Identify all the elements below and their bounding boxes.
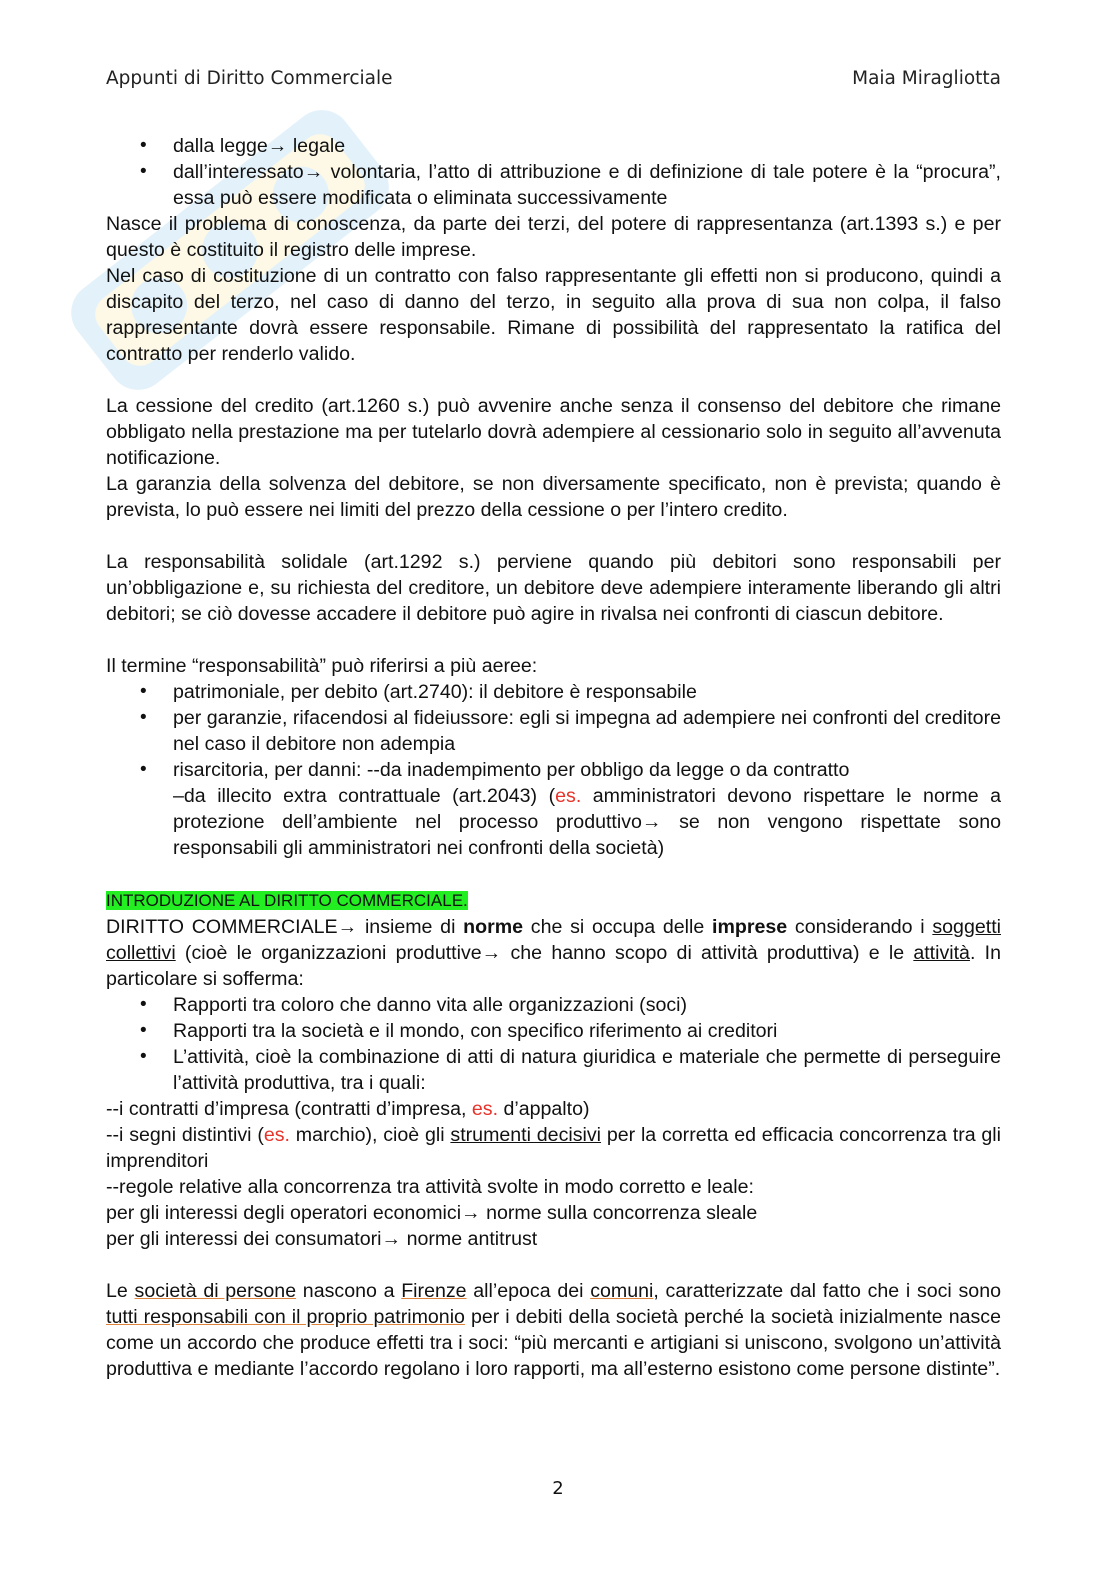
example-marker: es. — [263, 1124, 290, 1146]
text-run: --i contratti d’impresa (contratti d’impresa, — [106, 1098, 472, 1120]
paragraph: Nasce il problema di conoscenza, da parte dei terzi, del potere di rappresentanza (art.1393 s.) e per questo è costituito il registro delle imprese. — [106, 213, 1001, 261]
list-item: • Rapporti tra la società e il mondo, con specifico riferimento ai creditori — [106, 1018, 1001, 1044]
underlined-term: società di persone — [134, 1280, 297, 1302]
underlined-term: comuni — [590, 1280, 654, 1302]
underlined-term: tutti responsabili con il proprio patrimonio — [106, 1306, 465, 1328]
text-run: per i debiti della società perché la società inizialmente nasce come un accordo che produce effetti tra i soci: “più mercanti e artigiani si uniscono, svolgono un’attività produttiva e mediante l’accordo regolano i loro rapporti, ma all’esterno esistono come persone distinte”. — [106, 1306, 1001, 1380]
page-number: 2 — [552, 1478, 564, 1499]
list-item-line: • risarcitoria, per danni: --da inadempimento per obbligo da legge o da contratto — [173, 759, 850, 781]
underlined-term: Firenze — [401, 1280, 467, 1302]
text-run: (cioè le organizzazioni produttive→ che hanno scopo di attività produttiva) e le — [175, 942, 914, 964]
text-run: per la corretta ed efficacia concorrenza tra gli imprenditori — [106, 1124, 1002, 1172]
paragraph: La responsabilità solidale (art.1292 s.) perviene quando più debitori sono responsabili per un’obbligazione e, su richiesta del creditore, un debitore deve adempiere interamente liberando gli altri debitori; se ciò dovesse accadere il debitore può agire in rivalsa nei confronti di ciascun debitore. — [106, 551, 1001, 625]
header-title: Appunti di Diritto Commerciale — [106, 68, 393, 89]
text-run: all’epoca dei — [466, 1280, 591, 1302]
underlined-term: soggetti collettivi — [106, 916, 1001, 964]
text-run: d’appalto) — [498, 1098, 590, 1120]
list-item: • dalla legge→ legale — [106, 133, 1001, 159]
text-run: considerando i — [787, 916, 933, 938]
text-run: –da illecito extra contrattuale (art.2043) ( — [173, 785, 556, 807]
list-item: • per garanzie, rifacendosi al fideiussore: egli si impegna ad adempiere nei confronti del creditore nel caso il debitore non adempia — [106, 705, 1001, 757]
paragraph: per gli interessi dei consumatori→ norme antitrust — [106, 1228, 538, 1250]
text-run: che si occupa delle — [523, 916, 713, 938]
rappresentanza-list — [106, 133, 1001, 211]
paragraph — [106, 914, 1001, 992]
header-author: Maia Miragliotta — [852, 68, 1001, 89]
list-item: • Rapporti tra coloro che danno vita alle organizzazioni (soci) — [106, 992, 1001, 1018]
list-item — [106, 757, 1001, 861]
paragraph: per gli interessi degli operatori economici→ norme sulla concorrenza sleale — [106, 1202, 758, 1224]
text-run: --i segni distintivi ( — [106, 1124, 264, 1146]
text-run: DIRITTO COMMERCIALE→ insieme di — [106, 916, 464, 938]
text-run: . In particolare si sofferma: — [106, 942, 1001, 990]
list-item: • L’attività, cioè la combinazione di atti di natura giuridica e materiale che permette di perseguire l’attività produttiva, tra i quali: — [106, 1044, 1001, 1096]
page-header — [106, 68, 1001, 94]
section-heading — [106, 887, 1001, 914]
highlighted-heading: INTRODUZIONE AL DIRITTO COMMERCIALE. — [106, 891, 468, 910]
list-item: • dall’interessato→ volontaria, l’atto di attribuzione e di definizione di tale potere è la “procura”, essa può essere modificata o eliminata successivamente — [106, 159, 1001, 211]
introduzione-list — [106, 992, 1001, 1096]
paragraph: La cessione del credito (art.1260 s.) può avvenire anche senza il consenso del debitore che rimane obbligato nella prestazione ma per tutelarlo dovrà adempiere al cessionario solo in seguito all’avvenuta notificazione. — [106, 395, 1001, 469]
text-run: Le — [106, 1280, 135, 1302]
paragraph: Il termine “responsabilità” può riferirsi a più aeree: — [106, 655, 538, 677]
paragraph: La garanzia della solvenza del debitore, se non diversamente specificato, non è prevista; quando è prevista, lo può essere nei limiti del prezzo della cessione o per l’intero credito. — [106, 473, 1001, 521]
list-item: • patrimoniale, per debito (art.2740): il debitore è responsabile — [106, 679, 1001, 705]
underlined-term: attività — [913, 942, 970, 964]
example-marker: es. — [555, 785, 582, 807]
text-run: amministratori devono rispettare le norme a protezione dell’ambiente nel processo produttivo→ se non vengono rispettate sono responsabili gli amministratori nei confronti della società) — [173, 785, 1001, 859]
underlined-term: strumenti decisivi — [450, 1124, 602, 1146]
paragraph: --regole relative alla concorrenza tra attività svolte in modo corretto e leale: — [106, 1176, 754, 1198]
text-run: nascono a — [296, 1280, 402, 1302]
example-marker: es. — [471, 1098, 499, 1120]
paragraph — [106, 1096, 1001, 1122]
paragraph — [106, 1122, 1001, 1174]
paragraph: Nel caso di costituzione di un contratto con falso rappresentante gli effetti non si producono, quindi a discapito del terzo, nel caso di danno del terzo, in seguito alla prova di sua non colpa, il falso rappresentante dovrà essere responsabile. Rimane di possibilità del rappresentato la ratifica del contratto per renderlo valido. — [106, 265, 1001, 365]
bold-term: imprese — [712, 916, 788, 938]
paragraph — [106, 1278, 1001, 1382]
page-body — [106, 133, 1001, 1382]
bold-term: norme — [463, 916, 524, 938]
list-item-line — [173, 783, 1001, 861]
text-run: , caratterizzate dal fatto che i soci sono — [653, 1280, 1001, 1302]
responsabilita-list — [106, 679, 1001, 861]
text-run: marchio), cioè gli — [290, 1124, 451, 1146]
